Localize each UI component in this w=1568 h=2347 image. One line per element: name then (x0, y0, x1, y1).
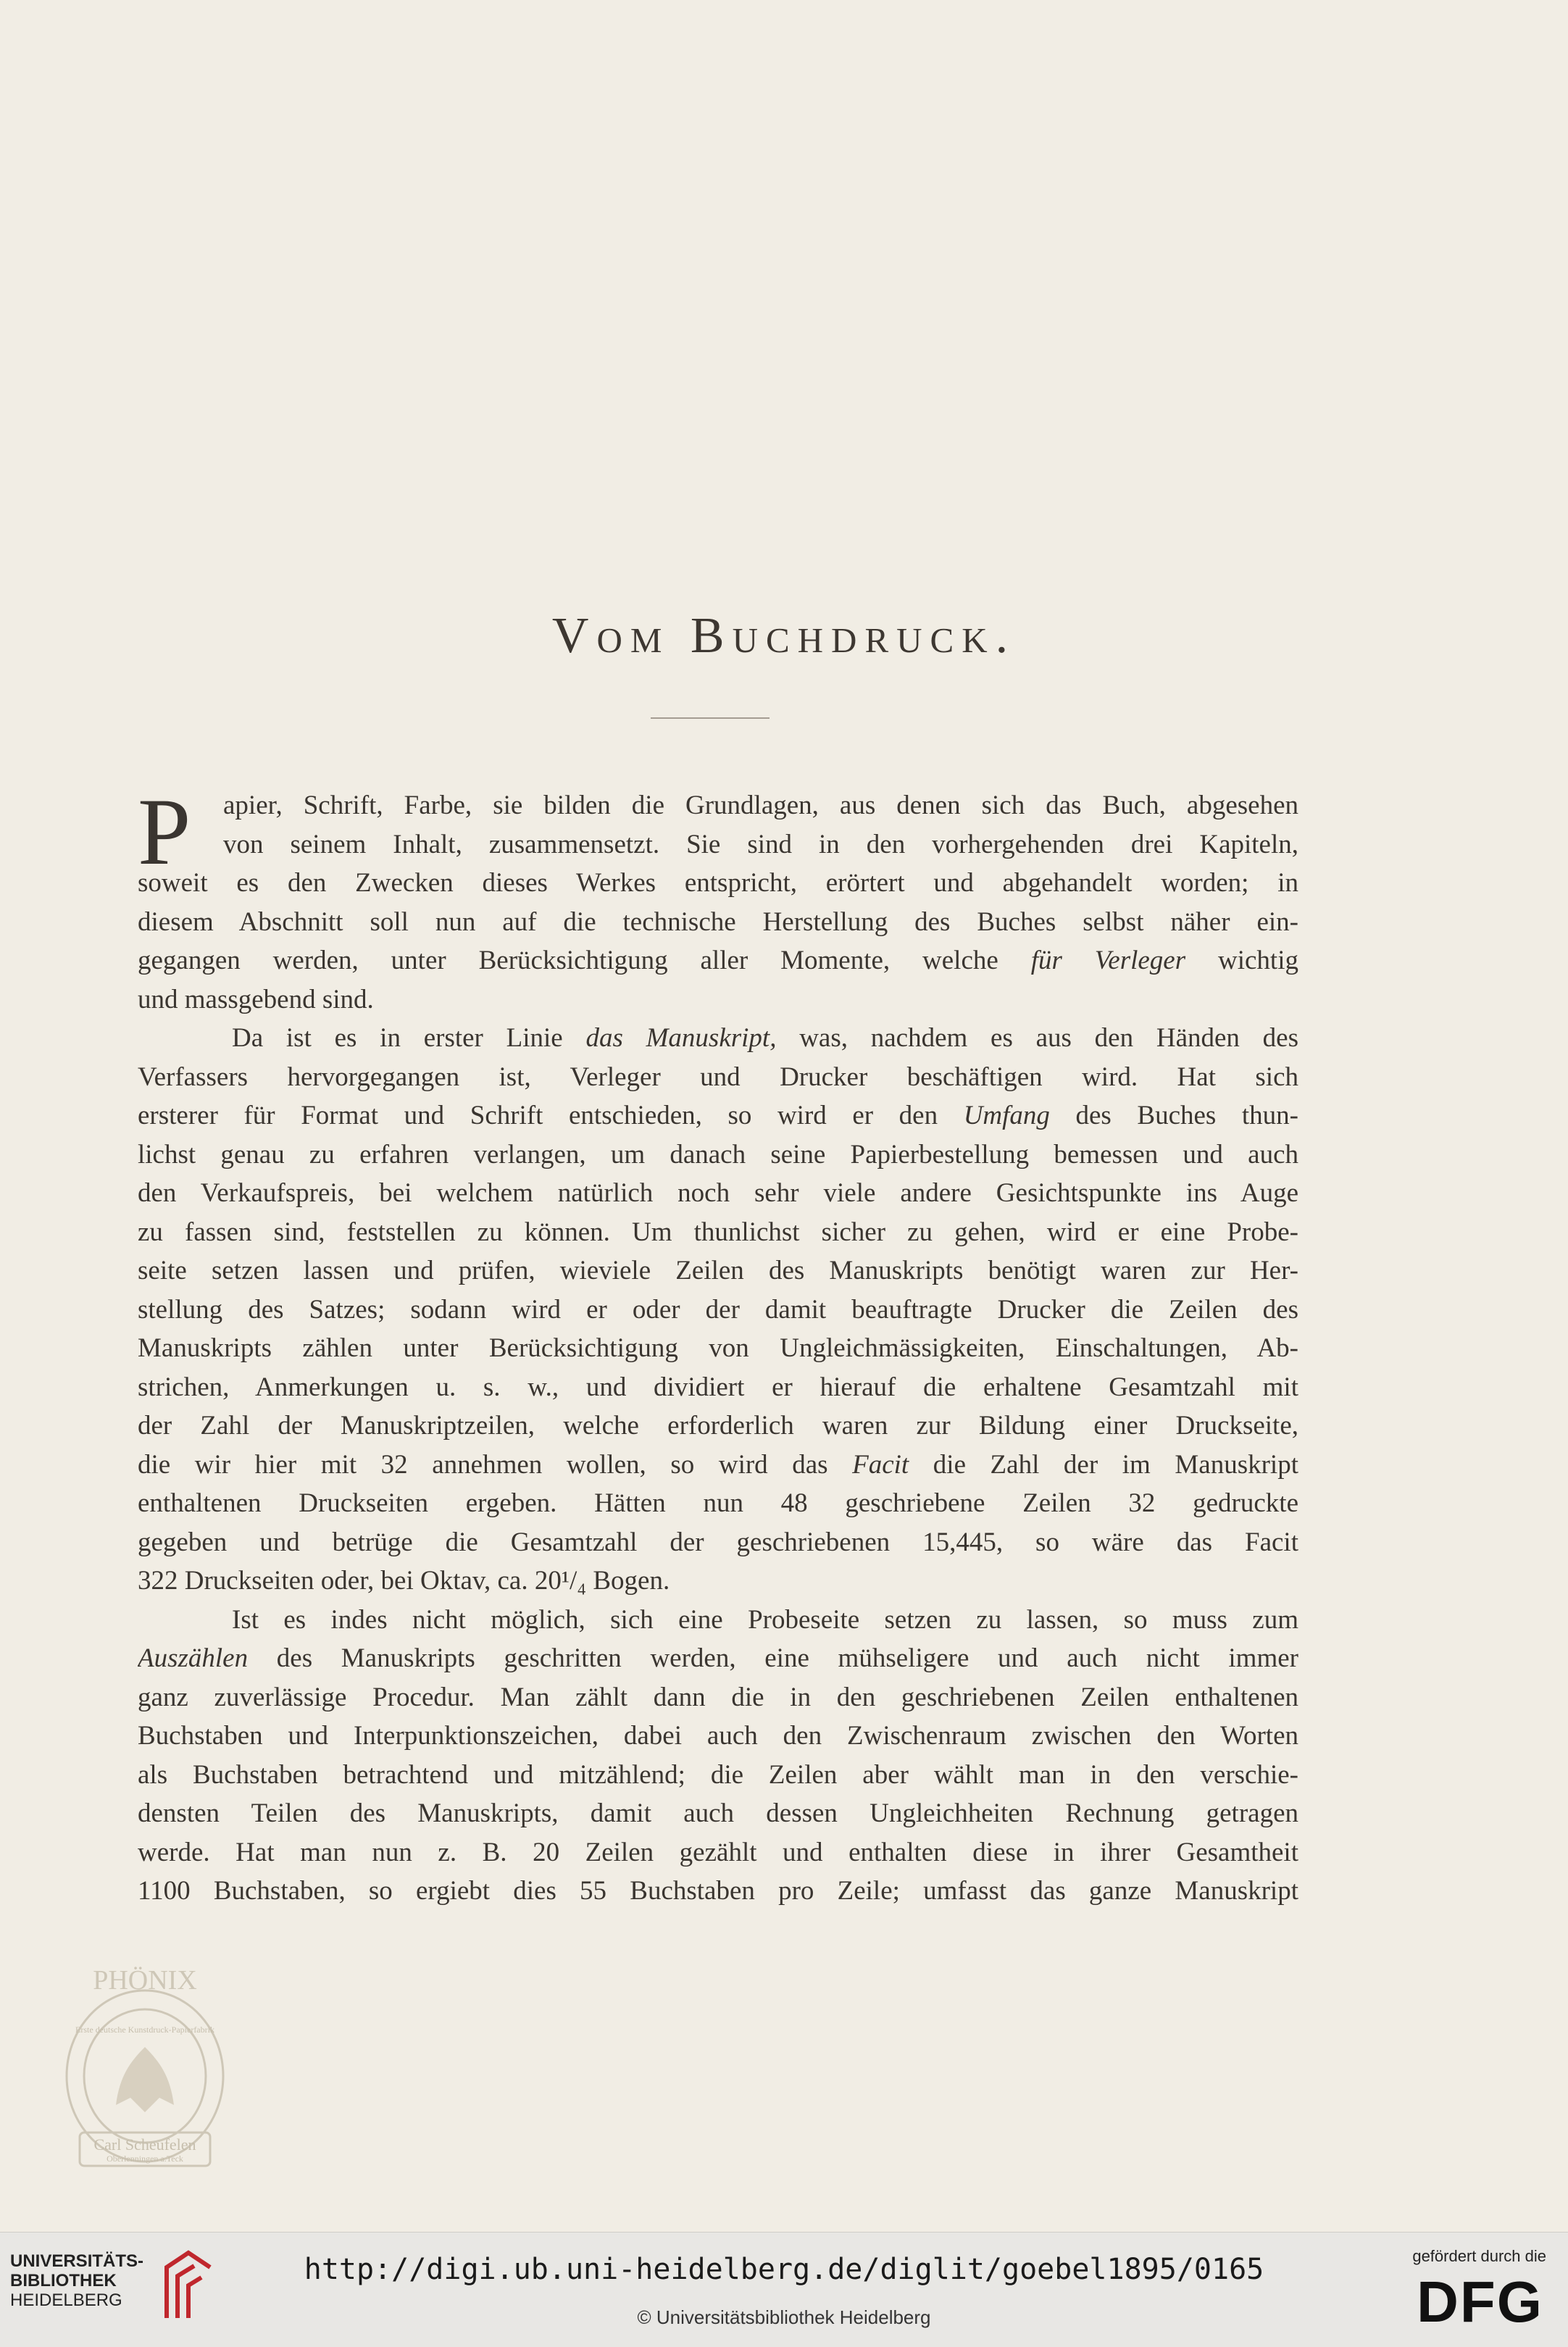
library-line3: HEIDELBERG (10, 2290, 122, 2310)
text-segment: was, nachdem es aus den Händen des (776, 1023, 1298, 1053)
text-segment: diesem Abschnitt soll nun auf die technische Herstellung des Buches selbst näher ein- (138, 906, 1298, 937)
text-line (138, 1717, 1298, 1756)
text-segment: 1100 Buchstaben, so ergiebt dies 55 Buchstaben pro Zeile; umfasst das ganze Manuskript (138, 1876, 1298, 1906)
text-segment: Manuskripts zählen unter Berücksichtigung von Ungleichmässigkeiten, Einschaltungen, Ab- (138, 1333, 1298, 1363)
text-segment: wichtig (1185, 946, 1298, 975)
library-line2: BIBLIOTHEK (10, 2271, 117, 2290)
text-segment: densten Teilen des Manuskripts, damit auch dessen Ungleichheiten Rechnung getragen (138, 1798, 1298, 1828)
stamp-top-text: PHÖNIX (93, 1965, 197, 1996)
text-segment: der Zahl der Manuskriptzeilen, welche erforderlich waren zur Bildung einer Druckseite, (138, 1411, 1298, 1441)
text-line (138, 1639, 1298, 1678)
text-line (138, 1756, 1298, 1795)
text-segment: Ist es indes nicht möglich, sich eine Probeseite setzen zu lassen, so muss zum (232, 1604, 1298, 1635)
text-segment: ganz zuverlässige Procedur. Man zählt dann die in den geschriebenen Zeilen enthaltenen (138, 1682, 1298, 1712)
stamp-plate-line1: Carl Scheufelen (93, 2135, 196, 2154)
text-segment: zu fassen sind, feststellen zu können. Um thunlichst sicher zu gehen, wird er eine Probe- (138, 1217, 1298, 1247)
italic-term: Facit (852, 1449, 909, 1480)
text-line (138, 1601, 1298, 1640)
text-line (138, 1562, 1298, 1601)
text-line (138, 1368, 1298, 1407)
copyright-notice: © Universitätsbibliothek Heidelberg (637, 2306, 931, 2328)
text-segment: die Zahl der im Manuskript (909, 1449, 1298, 1480)
text-line (138, 1446, 1298, 1485)
text-line (138, 1213, 1298, 1252)
title-divider (651, 717, 770, 719)
phoenix-stamp (51, 1960, 239, 2177)
text-line (138, 1019, 1298, 1058)
text-segment: und massgebend sind. (138, 984, 374, 1014)
stamp-plate-line2: Oberlenningen a.Teck (107, 2154, 183, 2164)
text-segment: Buchstaben und Interpunktionszeichen, dabei auch den Zwischenraum zwischen den Worten (138, 1721, 1298, 1751)
library-line1: UNIVERSITÄTS- (10, 2251, 144, 2271)
text-line (138, 1833, 1298, 1872)
text-segment: soweit es den Zwecken dieses Werkes entspricht, erörtert und abgehandelt worden; in (138, 868, 1298, 898)
text-line (138, 864, 1298, 903)
italic-term: das Manuskript, (585, 1023, 777, 1053)
text-segment: die wir hier mit 32 annehmen wollen, so wird das (138, 1449, 853, 1480)
text-segment: gegeben und betrüge die Gesamtzahl der geschriebenen 15,445, so wäre das Facit (138, 1527, 1298, 1557)
text-line (138, 1523, 1298, 1562)
text-line (138, 1135, 1298, 1175)
footer-bar (0, 2232, 1568, 2347)
text-segment: des Buches thun- (1049, 1101, 1298, 1130)
text-line (138, 1058, 1298, 1097)
text-line (138, 1096, 1298, 1135)
text-line (138, 980, 1298, 1020)
text-segment: Verfassers hervorgegangen ist, Verleger und Drucker beschäftigen wird. Hat sich (138, 1062, 1298, 1092)
dfg-logo: DFG (1417, 2269, 1543, 2334)
text-line (138, 1291, 1298, 1330)
text-line (138, 941, 1298, 980)
text-line (138, 1794, 1298, 1833)
text-segment: des Manuskripts geschritten werden, eine mühseligere und auch nicht immer (248, 1643, 1298, 1673)
text-line (138, 1174, 1298, 1213)
text-line (138, 1251, 1298, 1291)
text-segment: stellung des Satzes; sodann wird er oder der damit beauftragte Drucker die Zeilen des (138, 1294, 1298, 1325)
text-segment: Da ist es in erster Linie (232, 1023, 586, 1053)
text-line (138, 825, 1298, 864)
text-segment: den Verkaufspreis, bei welchem natürlich noch sehr viele andere Gesichtspunkte ins Auge (138, 1178, 1298, 1208)
text-segment: enthaltenen Druckseiten ergeben. Hätten nun 48 geschriebene Zeilen 32 gedruckte (138, 1488, 1298, 1518)
text-line (138, 1329, 1298, 1368)
italic-term: Umfang (963, 1101, 1050, 1130)
stamp-ring-text: Erste deutsche Kunstdruck-Papierfabrik (75, 2025, 214, 2035)
body-text (138, 778, 1298, 1911)
text-segment: strichen, Anmerkungen u. s. w., und dividiert er hierauf die erhaltene Gesamtzahl mit (138, 1372, 1298, 1402)
page-title: Vom Buchdruck. (551, 608, 1017, 664)
drop-capital: P (138, 778, 191, 885)
text-segment: gegangen werden, unter Berücksichtigung aller Momente, welche (138, 946, 1031, 975)
text-line (138, 786, 1298, 825)
text-segment: 322 Druckseiten oder, bei Oktav, ca. 20¹/₄ Bogen. (138, 1566, 670, 1596)
text-segment: werde. Hat man nun z. B. 20 Zeilen gezählt und enthalten diese in ihrer Gesamtheit (138, 1837, 1298, 1867)
text-line (138, 1484, 1298, 1523)
italic-term: Auszählen (138, 1643, 249, 1673)
text-line (138, 1678, 1298, 1717)
text-segment: apier, Schrift, Farbe, sie bilden die Grundlagen, aus denen sich das Buch, abgesehen (223, 791, 1298, 820)
text-line (138, 1872, 1298, 1911)
text-segment: als Buchstaben betrachtend und mitzählend; die Zeilen aber wählt man in den verschie- (138, 1759, 1298, 1790)
italic-term: für Verleger (1030, 946, 1186, 975)
text-line (138, 1406, 1298, 1446)
text-segment: lichst genau zu erfahren verlangen, um danach seine Papierbestellung bemessen und auch (138, 1139, 1298, 1170)
text-segment: ersterer für Format und Schrift entschieden, so wird er den (138, 1101, 964, 1130)
text-segment: von seinem Inhalt, zusammensetzt. Sie sind in den vorhergehenden drei Kapiteln, (223, 829, 1298, 859)
text-line (138, 903, 1298, 942)
funded-by-label: gefördert durch die (1412, 2247, 1546, 2265)
page-url-link[interactable]: http://digi.ub.uni-heidelberg.de/diglit/goebel1895/0165 (304, 2253, 1264, 2286)
text-segment: seite setzen lassen und prüfen, wieviele Zeilen des Manuskripts benötigt waren zur Her- (138, 1256, 1298, 1285)
